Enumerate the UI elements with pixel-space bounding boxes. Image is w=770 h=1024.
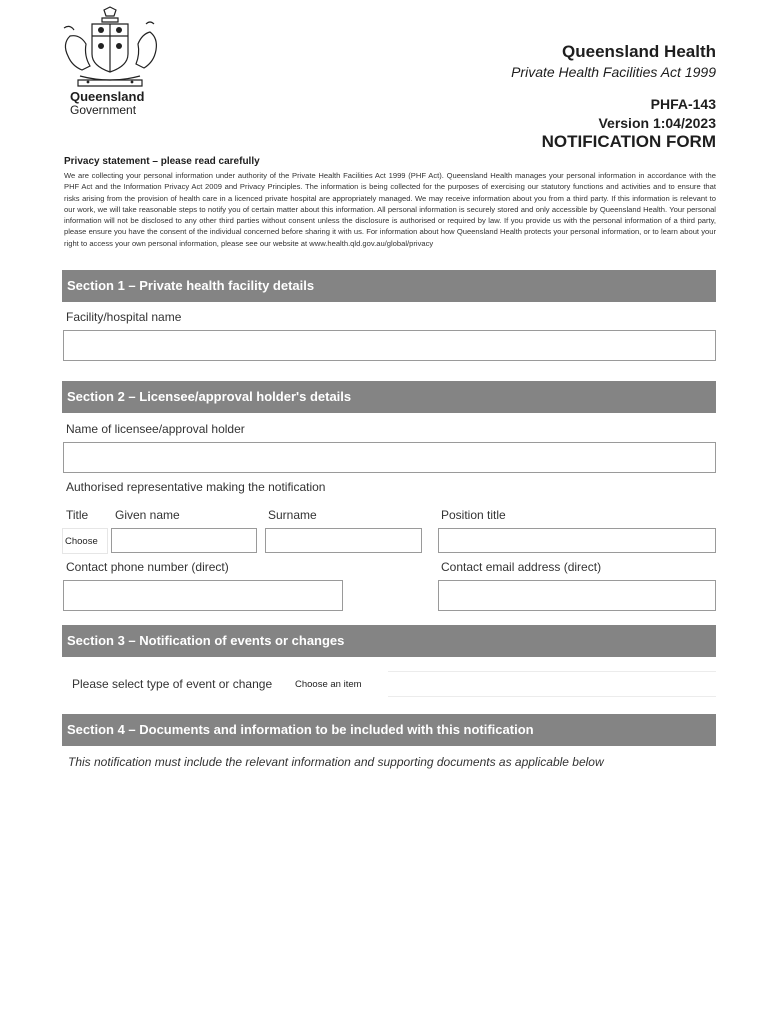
authorised-representative-label: Authorised representative making the notification [66,480,326,494]
facility-name-input[interactable] [63,330,716,361]
event-field-bottom-line [388,696,716,697]
facility-name-label: Facility/hospital name [66,310,182,324]
contact-phone-input[interactable] [63,580,343,611]
department-name: Queensland Health [562,42,716,61]
government-subtitle: Government [70,103,137,117]
event-field-top-line [388,671,716,672]
section-4-header: Section 4 – Documents and information to be included with this notification [62,714,716,746]
given-name-input[interactable] [111,528,257,553]
event-type-dropdown[interactable]: Choose an item [295,679,362,690]
form-number: PHFA-143 [650,96,716,112]
title-dropdown[interactable]: Choose [62,528,108,554]
section-2-header: Section 2 – Licensee/approval holder's details [62,381,716,413]
licensee-name-label: Name of licensee/approval holder [66,422,245,436]
contact-phone-label: Contact phone number (direct) [66,560,229,574]
section-3-header: Section 3 – Notification of events or changes [62,625,716,657]
queensland-crest-logo [58,6,162,90]
section-1-header: Section 1 – Private health facility details [62,270,716,302]
licensee-name-input[interactable] [63,442,716,473]
contact-email-label: Contact email address (direct) [441,560,602,574]
position-title-label: Position title [441,508,506,522]
government-name: Queensland [70,89,145,104]
position-title-input[interactable] [438,528,716,553]
section-4-note: This notification must include the relevant information and supporting documents as applicable below [68,755,604,769]
surname-label: Surname [268,508,317,522]
act-name: Private Health Facilities Act 1999 [511,64,716,80]
form-title: NOTIFICATION FORM [541,132,716,151]
title-label: Title [66,508,89,522]
form-version: Version 1:04/2023 [598,115,716,131]
given-name-label: Given name [115,508,180,522]
contact-email-input[interactable] [438,580,716,611]
surname-input[interactable] [265,528,422,553]
privacy-heading: Privacy statement – please read carefully [64,156,260,167]
event-type-label: Please select type of event or change [72,677,273,691]
privacy-body: We are collecting your personal information under authority of the Private Health Facilities Act 1999 (PHF Act). Queensland Health manages your personal information in accordance with the PHF Act and the Information Privacy Act 2009 and Privacy Principles. The information is being collected for the purposes of exercising our statutory functions and activities and to ensure that risks arising from the provision of health care in a licenced private hospital are appropriately managed. We may receive information about you from a third party. If this information is relevant to our work, we will take reasonable steps to notify you of certain matter about this information. All personal information is securely stored and only accessible by Queensland Health. Your personal information will not be disclosed to any other third parties without consent unless the disclosure is authorised or required by law. If you provide us with the personal information of a third party, please ensure you have the consent of the individual concerned before sharing it with us. For information about how Queensland Health protects your personal information, or to learn about your right to access your own personal information, please see our website at www.health.qld.gov.au/global/privacy [64,171,716,248]
